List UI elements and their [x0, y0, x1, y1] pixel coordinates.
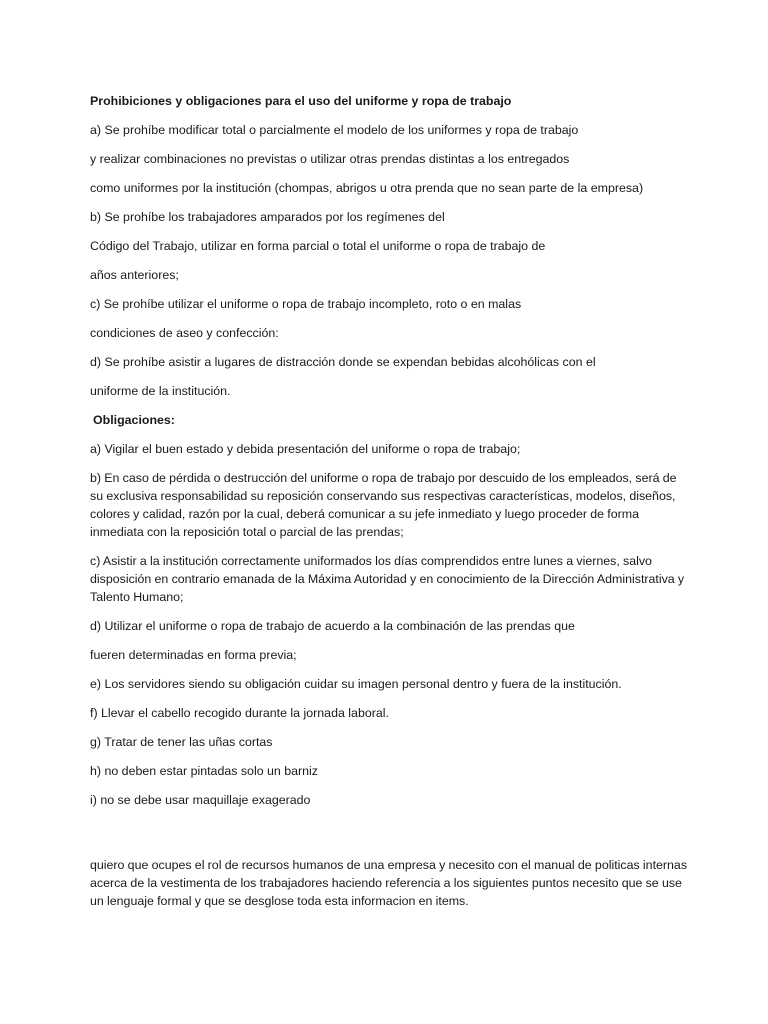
- closing-request: quiero que ocupes el rol de recursos humanos de una empresa y necesito con el manual de politicas internas acerca de la vestimenta de los trabajadores haciendo referencia a los siguientes puntos necesito que se use un lenguaje formal y que se desglose toda esta informacion en items.: [90, 858, 688, 908]
- document-body: [90, 92, 688, 921]
- prohibicion-line: como uniformes por la institución (chompas, abrigos u otra prenda que no sean parte de la empresa): [90, 181, 644, 195]
- prohibicion-line: a) Se prohíbe modificar total o parcialmente el modelo de los uniformes y ropa de trabajo: [90, 123, 579, 137]
- obligacion-item: b) En caso de pérdida o destrucción del uniforme o ropa de trabajo por descuido de los empleados, será de su exclusiva responsabilidad su reposición conservando sus respectivas características, modelos, diseños, colores y calidad, razón por la cual, deberá comunicar a su jefe inmediato y luego proceder de forma inmediata con la reposición total o parcial de las prendas;: [90, 471, 677, 539]
- prohibicion-line: b) Se prohíbe los trabajadores amparados por los regímenes del: [90, 210, 445, 224]
- obligacion-item: d) Utilizar el uniforme o ropa de trabajo de acuerdo a la combinación de las prendas que: [90, 619, 575, 633]
- document-title: Prohibiciones y obligaciones para el uso del uniforme y ropa de trabajo: [90, 94, 512, 108]
- prohibicion-line: condiciones de aseo y confección:: [90, 326, 279, 340]
- obligacion-item: h) no deben estar pintadas solo un barniz: [90, 764, 319, 778]
- obligacion-item: e) Los servidores siendo su obligación cuidar su imagen personal dentro y fuera de la institución.: [90, 677, 622, 691]
- prohibicion-line: Código del Trabajo, utilizar en forma parcial o total el uniforme o ropa de trabajo de: [90, 239, 546, 253]
- obligacion-item: a) Vigilar el buen estado y debida presentación del uniforme o ropa de trabajo;: [90, 442, 521, 456]
- obligaciones-heading: Obligaciones:: [93, 413, 175, 427]
- prohibicion-line: uniforme de la institución.: [90, 384, 231, 398]
- prohibicion-line: años anteriores;: [90, 268, 179, 282]
- obligacion-item: fueren determinadas en forma previa;: [90, 648, 297, 662]
- obligacion-item: c) Asistir a la institución correctamente uniformados los días comprendidos entre lunes a viernes, salvo disposición en contrario emanada de la Máxima Autoridad y en conocimiento de la Dirección Administrativa y Talento Humano;: [90, 554, 685, 604]
- section-spacer: [90, 820, 688, 856]
- obligacion-item: i) no se debe usar maquillaje exagerado: [90, 793, 311, 807]
- obligacion-item: f) Llevar el cabello recogido durante la jornada laboral.: [90, 706, 389, 720]
- prohibicion-line: c) Se prohíbe utilizar el uniforme o ropa de trabajo incompleto, roto o en malas: [90, 297, 522, 311]
- prohibicion-line: y realizar combinaciones no previstas o utilizar otras prendas distintas a los entregados: [90, 152, 570, 166]
- obligacion-item: g) Tratar de tener las uñas cortas: [90, 735, 273, 749]
- prohibicion-line: d) Se prohíbe asistir a lugares de distracción donde se expendan bebidas alcohólicas con el: [90, 355, 596, 369]
